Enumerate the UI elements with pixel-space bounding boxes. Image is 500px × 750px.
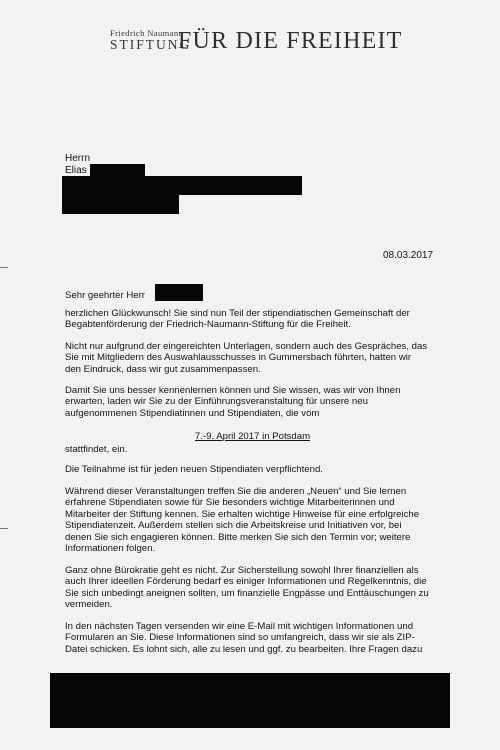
paragraph-line: Informationen folgen. [65, 543, 156, 555]
paragraph-line: denen Sie sich engagieren können. Bitte merken Sie sich den Termin vor; weitere [65, 531, 411, 543]
paragraph-line: Mitarbeiter der Stiftung kennen. Sie erhalten wichtige Hinweise für eine erfolgreiche [65, 508, 420, 520]
letter-date: 08.03.2017 [383, 250, 434, 261]
paragraph-line: Ganz ohne Bürokratie geht es nicht. Zur Sicherstellung sowohl Ihrer finanziellen als [65, 565, 419, 576]
paragraph-6 [65, 565, 440, 611]
paragraph-line: erfahrene Stipendiaten sowie für Sie besonders wichtige Mitarbeiterinnen und [65, 497, 395, 509]
greeting: Sehr geehrter Herr [65, 290, 145, 301]
logo-main-text: FÜR DIE FREIHEIT [178, 28, 403, 54]
fold-mark-bottom [0, 528, 8, 529]
paragraph-line: Begabtenförderung der Friedrich-Naumann-Stiftung für die Freiheit. [65, 319, 351, 331]
paragraph-line: Sie mit Mitgliedern des Auswahlausschusses in Gummersbach führten, hatten wir [65, 352, 412, 364]
paragraph-1 [65, 308, 440, 331]
paragraph-4: Die Teilnahme ist für jeden neuen Stipendiaten verpflichtend. [65, 464, 323, 475]
foundation-logo [110, 28, 403, 58]
paragraph-line: auch Ihrer ideellen Förderung bedarf es einiger Informationen und Regelkenntnis, die [65, 576, 427, 588]
paragraph-5 [65, 486, 440, 554]
paragraph-line: herzlichen Glückwunsch! Sie sind nun Teil der stipendiatischen Gemeinschaft der [65, 308, 410, 319]
address-first-name: Elias [65, 165, 87, 176]
paragraph-line: Damit Sie uns besser kennenlernen können und Sie wissen, was wir von Ihnen [65, 385, 401, 396]
logo-small-text: Friedrich Naumann [110, 28, 184, 38]
paragraph-line: Während dieser Veranstaltungen treffen Sie die anderen „Neuen“ und Sie lernen [65, 486, 407, 497]
paragraph-2 [65, 341, 440, 375]
logo-stiftung-text: STIFTUNG [110, 37, 192, 52]
event-date: 7.-9. April 2017 in Potsdam [194, 431, 311, 442]
paragraph-3-end: stattfindet, ein. [65, 444, 128, 455]
paragraph-line: vermeiden. [65, 599, 113, 611]
paragraph-line: aufgenommenen Stipendiatinnen und Stipendiaten, die vom [65, 407, 320, 419]
redaction-surname [90, 164, 145, 176]
redaction-footer [50, 673, 450, 728]
fold-mark-top [0, 267, 8, 268]
redaction-address-line-2 [62, 195, 179, 214]
redaction-address-line-1 [62, 176, 302, 195]
paragraph-line: den Eindruck, dass wir gut zusammenpassen. [65, 363, 261, 375]
paragraph-line: Formularen an Sie. Diese Informationen sind so umfangreich, dass wir sie als ZIP- [65, 632, 415, 644]
redaction-recipient-name [155, 284, 203, 301]
paragraph-line: Stipendiatenzeit. Außerdem stellen sich die Arbeitskreise und Initiativen vor, bei [65, 520, 402, 532]
event-date-line [65, 431, 440, 442]
paragraph-3 [65, 385, 440, 419]
address-salutation: Herrn [65, 153, 91, 164]
paragraph-line: Datei schicken. Es lohnt sich, alle zu lesen und ggf. zu bearbeiten. Ihre Fragen dazu [65, 643, 423, 655]
paragraph-7 [65, 621, 440, 655]
paragraph-line: erwarten, laden wir Sie zu der Einführungsveranstaltung für unsere neu [65, 396, 368, 408]
paragraph-line: Nicht nur aufgrund der eingereichten Unterlagen, sondern auch des Gespräches, das [65, 341, 428, 352]
paragraph-line: In den nächsten Tagen versenden wir eine E-Mail mit wichtigen Informationen und [65, 621, 414, 632]
paragraph-line: Sie sich unbedingt aneignen sollten, um finanzielle Engpässe und Enttäuschungen zu [65, 587, 429, 599]
